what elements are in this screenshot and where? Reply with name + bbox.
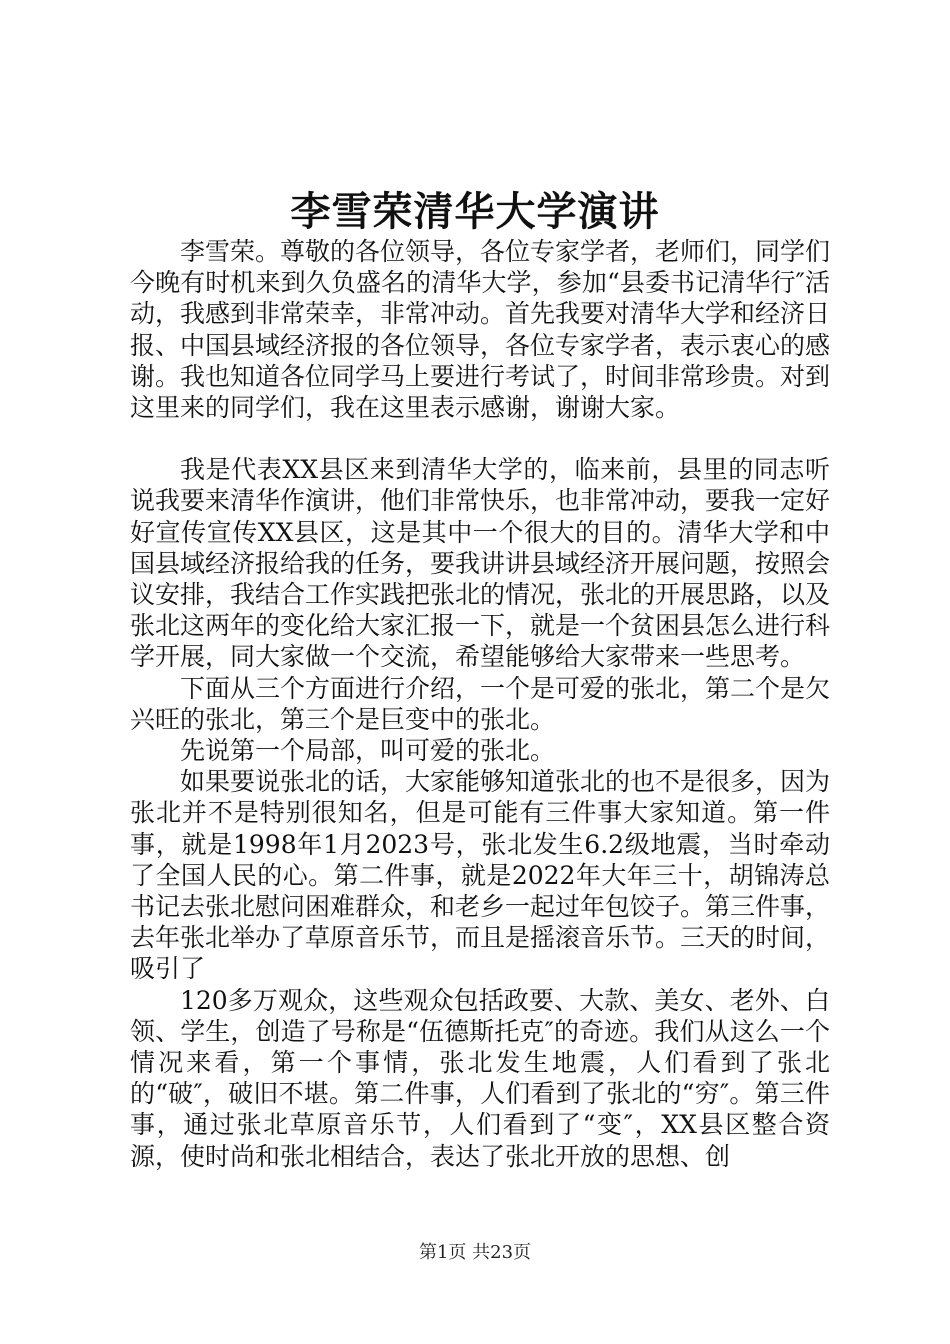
paragraph-three-events: 如果要说张北的话，大家能够知道张北的也不是很多，因为张北并不是特别很知名，但是可能有三件事大家知道。第一件事，就是1998年1月2023号，张北发生6.2级地震，当时牵动了全国人民的心。第二件事，就是2022年大年三十，胡锦涛总书记去张北慰问困难群众，和老乡一起过年包饺子。第三件事，去年张北举办了草原音乐节，而且是摇滚音乐节。三天的时间，吸引了	[130, 767, 831, 984]
paragraph-music-festival: 120多万观众，这些观众包括政要、大款、美女、老外、白领、学生，创造了号称是“伍德斯托克″的奇迹。我们从这么一个情况来看，第一个事情，张北发生地震，人们看到了张北的“破″，破旧不堪。第二件事，人们看到了张北的“穷″。第三件事，通过张北草原音乐节，人们看到了“变″，XX县区整合资源，使时尚和张北相结合，表达了张北开放的思想、创	[130, 985, 830, 1171]
page-number-footer: 第1页 共23页	[418, 1242, 532, 1263]
paragraph-greeting: 李雪荣。尊敬的各位领导，各位专家学者，老师们，同学们今晚有时机来到久负盛名的清华大学，参加“县委书记清华行″活动，我感到非常荣幸，非常冲动。首先我要对清华大学和经济日报、中国县域经济报的各位领导，各位专家学者，表示衷心的感谢。我也知道各位同学马上要进行考试了，时间非常珍贵。对到这里来的同学们，我在这里表示感谢，谢谢大家。	[130, 237, 831, 423]
document-body	[130, 236, 830, 1172]
paragraph-section-one: 先说第一个局部，叫可爱的张北。	[180, 736, 556, 766]
paragraph-introduction: 我是代表XX县区来到清华大学的，临来前，县里的同志听说我要来清华作演讲，他们非常快乐，也非常冲动，要我一定好好宣传宣传XX县区，这是其中一个很大的目的。清华大学和中国县域经济报给我的任务，要我讲讲县域经济开展问题，按照会议安排，我结合工作实践把张北的情况，张北的开展思路，以及张北这两年的变化给大家汇报一下，就是一个贫困县怎么进行科学开展，同大家做一个交流，希望能够给大家带来一些思考。	[130, 455, 831, 672]
paragraph-outline: 下面从三个方面进行介绍，一个是可爱的张北，第二个是欠兴旺的张北，第三个是巨变中的张北。	[130, 673, 831, 734]
document-title: 李雪荣清华大学演讲	[290, 188, 660, 235]
